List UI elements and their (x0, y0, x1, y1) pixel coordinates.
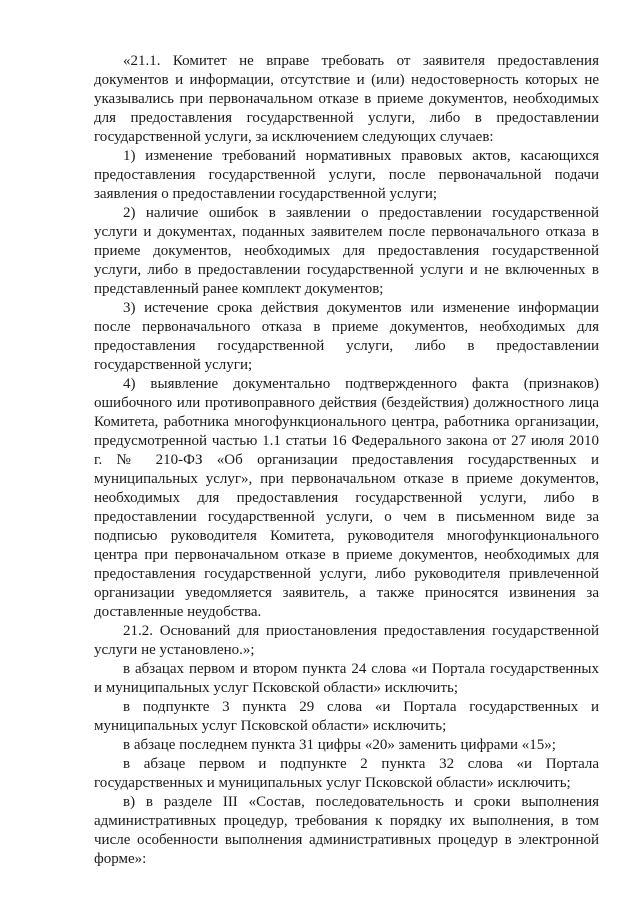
paragraph-clause-24: в абзацах первом и втором пункта 24 слова «и Портала государственных и муниципальных услуг Псковской области» исключить; (94, 661, 599, 696)
document-page (94, 52, 599, 869)
paragraph-21-2: 21.2. Оснований для приостановления предоставления государственной услуги не установлено.»; (94, 623, 599, 658)
paragraph-case-4: 4) выявление документально подтвержденного факта (признаков) ошибочного или противоправного действия (бездействия) должностного лица Комитета, работника многофункционального центра, работника организации, предусмотренной частью 1.1 статьи 16 Федерального закона от 27 июля 2010 г. № 210-ФЗ «Об организации предоставления государственных и муниципальных услуг», при первоначальном отказе в приеме документов, необходимых для предоставления государственной услуги, либо в предоставлении государственной услуги, о чем в письменном виде за подписью руководителя Комитета, руководителя многофункционального центра при первоначальном отказе в приеме документов, необходимых для предоставления государственной услуги, либо руководителя привлеченной организации уведомляется заявитель, а также приносятся извинения за доставленные неудобства. (94, 376, 599, 620)
paragraph-clause-29: в подпункте 3 пункта 29 слова «и Портала государственных и муниципальных услуг Псковской области» исключить; (94, 699, 599, 734)
paragraph-case-2: 2) наличие ошибок в заявлении о предоставлении государственной услуги и документах, поданных заявителем после первоначального отказа в приеме документов, необходимых для предоставления государственной услуги, либо в предоставлении государственной услуги и не включенных в представленный ранее комплект документов; (94, 205, 599, 297)
paragraph-clause-32: в абзаце первом и подпункте 2 пункта 32 слова «и Портала государственных и муниципальных услуг Псковской области» исключить; (94, 756, 599, 791)
paragraph-section-3: в) в разделе III «Состав, последовательность и сроки выполнения административных процедур, требования к порядку их выполнения, в том числе особенности выполнения административных процедур в электронной форме»: (94, 794, 599, 867)
paragraph-21-1: «21.1. Комитет не вправе требовать от заявителя предоставления документов и информации, отсутствие и (или) недостоверность которых не указывались при первоначальном отказе в приеме документов, необходимых для предоставления государственной услуги, либо в предоставлении государственной услуги, за исключением следующих случаев: (94, 53, 599, 145)
paragraph-case-3: 3) истечение срока действия документов или изменение информации после первоначального отказа в приеме документов, необходимых для предоставления государственной услуги, либо в предоставлении государственной услуги; (94, 300, 599, 373)
paragraph-case-1: 1) изменение требований нормативных правовых актов, касающихся предоставления государственной услуги, после первоначальной подачи заявления о предоставлении государственной услуги; (94, 148, 599, 202)
paragraph-clause-31: в абзаце последнем пункта 31 цифры «20» заменить цифрами «15»; (123, 737, 556, 753)
